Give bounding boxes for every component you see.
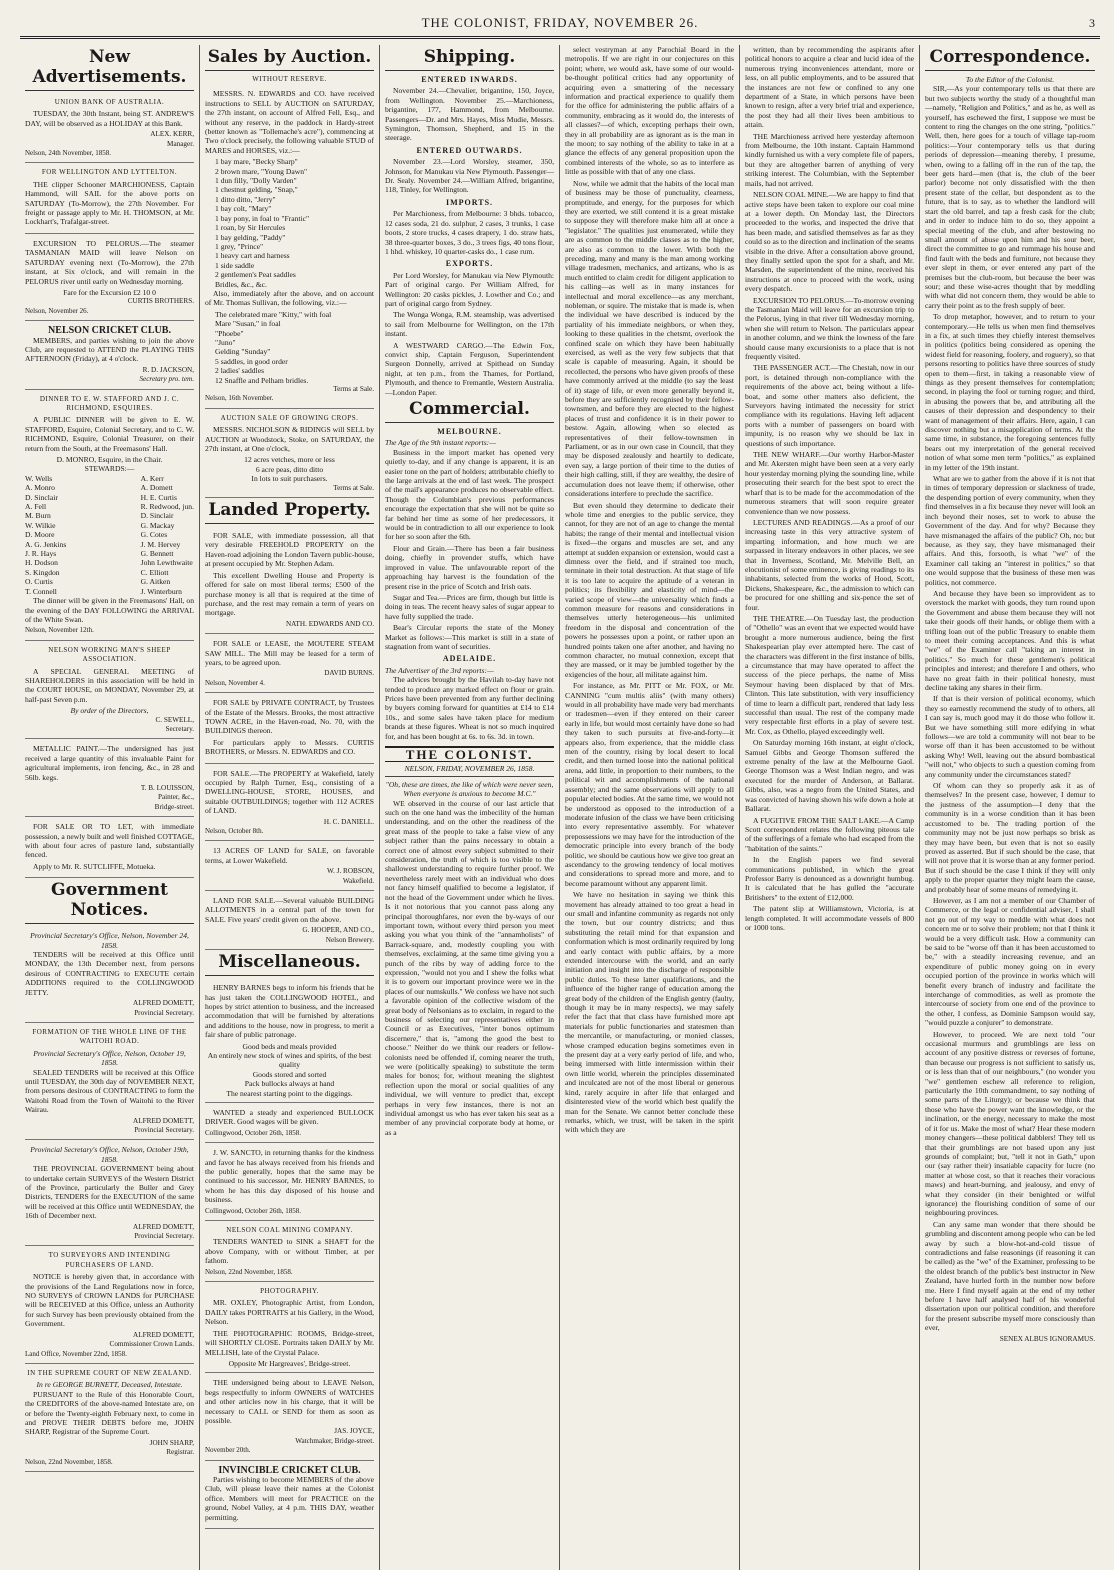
ad-joyce: [205, 1375, 374, 1460]
list-item: The celebrated mare "Kitty," with foal: [215, 309, 332, 319]
letter-text: To drop metaphor, however, and to return to your contemporary.—He tells us when men find themselves in a fix, at such times they chiefly interest themselves in politics (politics being considered as opening the widest field for reasoning, foolery, and roguery), so that persons resorting to politics have three sources of study open to them—first, in taking a reasonable view of things as they present themselves for contemplation; second, in playing the fool or turning rogue; and third, in abusing the powers that be, and attributing all the causes of their depression and despondency to their want of management of their affairs. Here, again, I can discover nothing but a misapplication of terms. At the same time, in substance, the foregoing sentences fully bears out my interpretation of the general received notion of what some men term "politics," as explained in my letter of the 19th instant.: [925, 312, 1095, 472]
subhead: IMPORTS.: [445, 197, 494, 207]
list-item: Bridles, &c., &c.: [215, 279, 267, 289]
ad-title: WITHOUT RESERVE.: [252, 75, 327, 83]
ad-invincible: [205, 1463, 374, 1529]
ad-growing-crops: [205, 411, 374, 498]
column-6: [920, 45, 1100, 1570]
ad-date: Nelson, November 12th.: [25, 626, 94, 635]
ad-text: THE PHOTOGRAPHIC ROOMS, Bridge-street, will SHORTLY CLOSE. Portraits taken DAILY by Mr. MELLISH, late of the Crystal Palace.: [205, 1328, 374, 1357]
list-item: 1 dun filly, "Dolly Varden": [215, 176, 297, 186]
list-item: 1 bay gelding, "Paddy": [215, 232, 286, 242]
steward: A. Domett: [140, 483, 173, 493]
ad-text: THE undersigned being about to LEAVE Nelson, begs respectfully to inform OWNERS of WATCHES and other articles now in his charge, that it will be necessary to CALL or SEND for them as soon as possible.: [205, 1378, 374, 1425]
article-text: Business in the import market has opened very quietly to-day, and if any change is apparent, it is an easier tone on the part of holders; attributable chiefly to the large arrivals at the end of last week. The prospect of the mail's appearance produces no observable effect. Though the Columbian's previous performances encourage the expectation that she will not be quite so far behind her time as some of her predecessors, it would be in contradiction to all our experience to look for her so soon after the 6th.: [385, 447, 554, 542]
editorial-text: Now, while we admit that the habits of the local man of business may be those of punctuality, clearness, promptitude, and energy, for the purposes for which they are exerted, we still contend it is a great mistake to suppose they will therefore make him all at once a "legislator." The qualities just enumerated, while they are as common to the middle classes as to the higher, are also as common to the lower. With both the preceding, many and many is the man among working village tradesmen, mechanics, and artizans, who is as much entitled to claim credit for diligent application to his calling—as well as in many instances for intellectual and moral excellence—as any merchant, nobleman, or squire. The mistake that is made is, when the individual we have described is induced by the partiality of his immediate neighbors, or when they, looking to these qualities in the chetsmt, overlook the confined scale on which they have been habitually exercised, as well as the very few subjects that that scale is capable of measuring. Again, it should be recollected, the persons who have given proofs of these have commonly arrived at the middle (to say the least of it) stage of life, or even more generally beyond it, before they are sufficiently recognised by their fellow-townsmen, and before they are elected to the highest places of trust and confidence it is in their power to bestow. Again, allowing when so elected as representatives of their fellow-townsmen in Parliament, or as in our own case in Council, that they may be disposed zealously and heartily to dedicate, even say, a large portion of their time to the duties of their high calling, still, if they are wealthy, the desire of accumulation does not leave them; if otherwise, other considerations interfere to preclude the sacrifice.: [565, 178, 734, 499]
ad-role: Commissioner Crown Lands.: [109, 1340, 194, 1349]
ad-date: Nelson, October 8th.: [205, 827, 264, 836]
ad-text: FOR SALE, with immediate possession, all that very desirable FREEHOLD PROPERTY on the Haven-road adjoining the London Tavern public-house, at present occupied by Mr. Stephen Adam.: [205, 531, 374, 569]
list-item: "Phoebe": [215, 328, 244, 338]
editorial-text: select vestryman at any Parochial Board in the metropolis. If we are right in our conjectures on this point; where, we would ask, have some of our would-be-thought political critics had any opportunity of acquiring even a smattering of the necessary information and practical experience to qualify them for the office for administering the public affairs of a community, embracing as it would do, the interests of all classes?—of which, excepting perhaps their own, they in all probability are as ignorant as is the man in the moon; to say nothing of the ability to take in at a glance the effects of any general proposition upon the combined interests of the whole, so as to interfere as little as possible with that of any one class.: [565, 45, 734, 177]
ad-terms: Terms at Sale.: [333, 483, 374, 492]
ad-fare: Fare for the Excursion £2 10 0: [63, 287, 156, 297]
list-item: An entirely new stock of wines and spirits, of the best quality: [207, 1050, 372, 1070]
news-item: THE Marchioness arrived here yesterday afternoon from Melbourne, the 10th instant. Captain Hammond kindly furnished us with a very complete file of papers, but they are altogether barren of anything of very striking interest. The Columbian, with the September mails, had not arrived.: [745, 131, 914, 188]
stewards-label: STEWARDS:—: [84, 464, 135, 474]
ad-text: Parties wishing to become MEMBERS of the above Club, will please leave their names at the Colonist office. Members will meet for PRACTICE on the ground, Nobel Valley, at 4 p.m. THIS DAY, weather permitting.: [205, 1474, 374, 1522]
steward: M. Burn: [25, 511, 51, 521]
ad-text: 13 ACRES OF LAND for SALE, on favorable terms, at Lower Wakefield.: [205, 846, 374, 865]
ad-role: Provincial Secretary.: [134, 1232, 194, 1241]
ad-title: DINNER TO E. W. STAFFORD AND J. C. RICHMOND, ESQUIRES.: [39, 394, 180, 412]
list-item: 1 bay mare, "Becky Sharp": [215, 157, 298, 167]
editorial-text: For instance, as Mr. PITT or Mr. FOX, or Mr. CANNING "cum multis aliis" (with many others) would in all probability have made very bad merchants or tradesmen—even if they entered on their career early in life, but would most certainly have done so had they taken to such pursuits at five-and-forty—it appears also, from experience, that the middle class men of the country, rising by local desert to local credit, and then turned loose into the national political arena, add little, in proportion to their numbers, to the political wit and accomplishments of the national assembly; and the same observations will apply to all popular elected bodies. At the same time, we would not be understood as opposed to the introduction of a moderate infusion of the class we have been criticising into every representative assembly. For whatever prepossessions we may have for the introduction of the democratic principle into every branch of the body politic, we should be cautious how we give too great an ascendancy to the growing tendency of local motives and considerations to spread more and more, and to become paramount without any apparent limit.: [565, 681, 734, 888]
ad-dinner: [25, 392, 194, 641]
ad-terms: Terms at Sale.: [333, 385, 374, 393]
ad-estate: In re GEORGE BURNETT, Deceased, Intestate.: [36, 1380, 183, 1390]
ad-note: The dinner will be given in the Freemasons' Hall, on the evening of the DAY FOLLOWING the ARRIVAL of the White Swan.: [25, 596, 194, 624]
gov-waitohi: [25, 1025, 194, 1140]
steward: C. Elliott: [140, 567, 169, 577]
ad-text: J. W. SANCTO, in returning thanks for the kindness and favor he has always received from his friends and the public generally, hopes that the same may be continued to his successor, Mr. HENRY BARNES, to whom he has this day disposed of his house and business.: [205, 1148, 374, 1205]
ad-signer: T. B. LOUISSON,: [140, 784, 194, 792]
masthead: [20, 10, 1100, 39]
list-item: 1 roan, by Sir Hercules: [215, 223, 286, 233]
column-4: [560, 45, 740, 1570]
column-2: [200, 45, 380, 1570]
ad-title: FOR WELLINGTON AND LYTTELTON.: [41, 168, 178, 177]
ad-text: MR. OXLEY, Photographic Artist, from London, DAILY takes PORTRAITS at his Gallery, in the Wood, Nelson.: [205, 1298, 374, 1327]
ad-title: IN THE SUPREME COURT OF NEW ZEALAND.: [27, 1368, 192, 1377]
article-text: November 24.—Chevalier, brigantine, 150, Joyce, from Wellington. November 25.—Marchioness, brigantine, 177, Hammond, from Melbourne. Passengers—Dr. and Mrs. Hayes, Miss Mudie, Messrs. Symington, Thomson, Shepherd, and 15 in the steerage.: [385, 86, 554, 143]
ad-text: FOR SALE OR TO LET, with immediate possession, a newly built and well finished COTTAGE, with about four acres of pasture land, substantially fenced.: [25, 822, 194, 860]
ad-wakefield: [205, 766, 374, 842]
ad-moutere: [205, 636, 374, 693]
subhead: ENTERED OUTWARDS.: [416, 145, 523, 155]
news-item: The patent slip at Williamstown, Victoria, is at length completed. It will accommodate vessels of 800 or 1000 tons.: [745, 904, 914, 932]
news-item: EXCURSION TO PELORUS.—To-morrow evening the Tasmanian Maid will leave for an excursion trip to the Pelorus, lying in that river till Wednesday morning, when she will return to Nelson. The particulars appear in another column, and we think the lowness of the fare should cause many excursionists to a place that is not frequently visited.: [745, 295, 914, 361]
ad-order: By order of the Directors,: [70, 706, 149, 716]
ad-place: Wakefield.: [342, 876, 374, 885]
article-text: A WESTWARD CARGO.—The Edwin Fox, convict ship, Captain Ferguson, Superintendent Surgeon Donnelly, arrived at Spithead on Sunday night, at ten p.m., from the Thames, for Portland, Plymouth, and thence to Fremantle, Western Australia.—London Paper.: [385, 340, 554, 397]
section-header-shipping: Shipping.: [385, 47, 554, 71]
news-item: THE THEATRE.—On Tuesday last, the production of "Othello" was an event that we expected would have brought a more numerous audience, being the first Shakespearian play ever attempted here. The cast of the characters was different in the first instance of bills, a circumstance that may have operated to affect the success of the piece perhaps, the name of Miss Seymour having been displaced by that of Mrs. Clinton. This late substitution, with very insufficiency of time to learn a difficult part, rendered that lady less successful than usual. The rest of the company made very respectable first efforts in a play of severe test. Mr. Cox, as Othello, played exceedingly well.: [745, 613, 914, 736]
ad-signer: W. J. ROBSON,: [326, 867, 374, 876]
ad-sancto: [205, 1145, 374, 1221]
ad-signer: For particulars apply to Messrs. CURTIS BROTHERS, or Messrs. N. EDWARDS and CO.: [205, 737, 374, 757]
letter-text: SIR,—As your contemporary tells us that there are but two subjects worthy the study of a thoughtful man—namely, "Religion and Politics," and as he, as well as yourself, has eschewed the first, I suppose we must be content to ring the changes on the one string, "politics." Well, then, here goes for a touch of village tap-room politics:—Your contemporary tells us that during periods of depression—meaning thereby, I presume, when, owing to a falling off in the run of the tap, the beer gets hard—men (that is, the club of the beer parlor) become not only dissatisfied with the then present state of the cellar, but despondent as to the future, that is to say, as to whether the landlord will start the old barrel, and tap a fresh cask for the club; and in order to induce him to do so, they appoint a special meeting of the club, and after bestowing no small amount of abuse upon him and his sour beer, direct the committee to go and rummage his house and find fault with the beds and furniture, not because they ever slept in them, or ever entered any part of the premises but the club-room, but because the beer was sour; and these wise-acres thought that by meddling with what did not concern them, they would be able to carry their point as to the fresh supply of beer.: [925, 84, 1095, 310]
letter-text: However, to proceed. We are next told "our occasional murmurs and grumblings are less on account of any positive distress or reverses of fortune, than because our progress is not sufficient to satisfy us, or is less than that of our neighbours," (no wonder you "we" gentlemen eschew all reference to religion, particularly the 10th commandment, to say nothing of some parts of the Liturgy); or because we think that those who have the power want the knowledge, or the inclination, or the energy, necessary to make the most of it for us. Make the most of what? Hear these modern money changers—these political dabblers! They tell us that their grumblings are not based upon any just grounds of complaint; but, "tell it not in Gath," upon our (say rather their) insatiable capacity for lucre (no matter at whose cost, so that it reaches their voracious maws) and heart-burning, and jealousy, and envy of what they consider (in their benighted or wilful ignorance) the flourishing condition of some of our neighbouring provinces.: [925, 1029, 1095, 1218]
list-item: Pack bullocks always at hand: [244, 1079, 335, 1089]
ad-text: METALLIC PAINT.—The undersigned has just received a large quantity of this invaluable Paint for agricultural implements, iron fencing, &c., in 28 and 56lb. kegs.: [25, 744, 194, 782]
ad-role: Provincial Secretary.: [134, 1125, 194, 1134]
ad-signer: JOHN SHARP,: [149, 1438, 194, 1447]
ad-office: Provincial Secretary's Office, Nelson, October 19th, 1858.: [30, 1145, 189, 1164]
list-item: 2 gentlemen's Peat saddles: [215, 270, 296, 280]
ad-text: TENDERS will be received at this Office until MONDAY, the 13th December next, from persons desirous of CONTRACTING to EXECUTE certain ADDITIONS required to the COLLINGWOOD JETTY.: [25, 950, 194, 997]
ad-office: Provincial Secretary's Office, Nelson, November 24, 1858.: [30, 931, 189, 950]
ad-date: Land Office, November 22nd, 1858.: [25, 1349, 127, 1358]
ad-title: NELSON WORKING MAN'S SHEEP ASSOCIATION.: [48, 645, 171, 664]
editorial-dateline: NELSON, FRIDAY, NOVEMBER 26, 1858.: [385, 764, 554, 776]
masthead-title: THE COLONIST, FRIDAY, NOVEMBER 26.: [421, 15, 699, 30]
ad-text: TENDERS WANTED to SINK a SHAFT for the above Company, with or without Timber, at per fathom.: [205, 1237, 374, 1266]
ad-signer: ALFRED DOMETT,: [133, 1222, 194, 1231]
ad-date: Nelson, 22nd November, 1858.: [25, 1457, 113, 1466]
letter-text: What are we to gather from the above if it is not that in times of temporary depression or slackness of trade, the despending portion of every community, when they find themselves in a fix because they never will look an inch beyond their noses, set to work to abuse the Government of the day. And for why? Because they have mismanaged the affairs of the public? Oh, no; but because, as they say, they have mismanaged their affairs. And this, forsooth, is what "we" of the Examiner call taking an "interest in politics," so that one would suppose that the business of these men was politics, not commerce.: [925, 474, 1095, 587]
section-header-government: Government Notices.: [25, 880, 194, 924]
list-item: "Juno": [215, 337, 236, 347]
ad-title: NELSON CRICKET CLUB.: [48, 325, 171, 337]
stewards-right: [141, 474, 194, 596]
steward: H. E. Curtis: [140, 492, 177, 502]
list-item: 1 bay colt, "Mary": [215, 204, 272, 214]
ad-signer: ALEX. KERR,: [150, 130, 194, 139]
ad-pelorus: [25, 236, 194, 321]
ad-text: FOR SALE or LEASE, the MOUTERE STEAM SAW MILL. The Mill may be leased for a term of years, to be agreed upon.: [205, 639, 374, 667]
column-1: [20, 45, 200, 1570]
ad-text: This excellent Dwelling House and Property is offered for sale on most liberal terms; £500 of the purchase money is all that is required at the time of purchase, and the rest may remain a term of years on mortgage.: [205, 570, 374, 618]
list-item: 1 ditto ditto, "Jerry": [215, 194, 276, 204]
ad-text: A SPECIAL GENERAL MEETING of SHAREHOLDERS in this association will be held in the COURT HOUSE, on MONDAY, November 29, at half-past Seven p.m.: [25, 666, 194, 704]
stewards-left: [25, 474, 66, 596]
ad-freehold: [205, 528, 374, 634]
article-text: Per Marchioness, from Melbourne: 3 bhds. tobacco, 12 cases soda, 21 do. sulphur, 2 cases, 3 trunks, 1 case boots, 2 store trucks, 4 cases drapery, 1 do. straw hats, 38 three-quarter boxes, 3 do., 3 trees figs, 40 tons flour, 1 hhd. whiskey, 10 quarter-casks do., 1 case rum.: [385, 209, 554, 256]
ad-text: Also, immediately after the above, and on account of Mr. Thomas Sullivan, the following, viz.:—: [205, 288, 374, 308]
ad-title: NELSON COAL MINING COMPANY.: [226, 1226, 353, 1235]
steward: O. Curtis: [25, 577, 53, 587]
ad-marchioness: [25, 165, 194, 233]
news-item: THE NEW WHARF.—Our worthy Harbor-Master and Mr. Akersten might have been seen at a very early hour yesterday morning plying the sounding line, while prosecuting their search for the best spot to erect the wharf that is to be made for the accommodation of the numerous steamers that will soon require greater convenience than we now possess.: [745, 450, 914, 516]
ad-photography: [205, 1284, 374, 1373]
item-list: [205, 310, 374, 385]
ad-date: Nelson, November 4.: [205, 678, 265, 687]
ad-13-acres: [205, 843, 374, 891]
ad-text: THE clipper Schooner MARCHIONESS, Captain Hammond, will SAIL for the above ports on SATURDAY (To-Morrow), the 27th November. For freight or passage apply to Mr. H. THOMSON, at Mr. Lockhart's, Trafalgar-street.: [25, 179, 194, 227]
steward: G. Bennett: [140, 549, 174, 559]
ad-text: NOTICE is hereby given that, in accordance with the provisions of the Land Regulations now in force, NO SURVEYS of CROWN LANDS for PURCHASE will be RECEIVED at this Office, unless an Authority for such Survey has been previously obtained from the Government.: [25, 1272, 194, 1329]
ad-place: Opposite Mr Hargreaves', Bridge-street.: [228, 1358, 351, 1368]
list-item: 6 acre peas, ditto ditto: [255, 464, 324, 474]
ad-signer: NATH. EDWARDS AND CO.: [285, 619, 374, 628]
article-text: Per Lord Worsley, for Manukau via New Plymouth: Part of original cargo. Per William Alfred, for Wellington: 20 casks pickles, J. Lowther and Co.; and part of original cargo from Sydney.: [385, 270, 554, 308]
ad-date: Nelson, 24th November, 1858.: [25, 149, 112, 158]
ad-text: FOR SALE.—The PROPERTY at Wakefield, lately occupied by Ralph Turner, Esq., consisting of a DWELLING-HOUSE, STORE, HOUSES, and suitable OUTBUILDINGS; together with 112 ACRES of LAND.: [205, 768, 374, 816]
gov-supreme-court: [25, 1366, 194, 1472]
steward: A. Monro: [25, 483, 55, 493]
section-header-misc: Miscellaneous.: [205, 952, 374, 976]
ad-land-for-sale: [205, 893, 374, 950]
list-item: Good beds and meals provided: [242, 1041, 337, 1051]
ad-role: Painter, &c.,: [157, 793, 194, 802]
news-item: In the English papers we find several communications published, in which the great Professor Barry is denounced as a downright humbug. It is calculated that he has gulled the "accurate Britishers" to the extent of £12,000.: [745, 855, 914, 902]
news-item: On Saturday morning 16th instant, at eight o'clock, Samuel Gibbs and George Thomson suffered the extreme penalty of the law at the Melbourne Gaol. George Thomson was a West Indian negro, and was executed for the murder of Anderson, at Ballarat. Gibbs, also, was a negro from the United States, and was convicted of having shown his wife down a hole at Ballarat.: [745, 738, 914, 814]
ad-signer: H. C. DANIELL.: [323, 817, 374, 826]
ad-role: Secretary.: [165, 724, 194, 733]
steward: T. Connell: [25, 586, 57, 596]
ad-coal-company: [205, 1223, 374, 1282]
item-list: [205, 157, 374, 289]
ad-title: FORMATION OF THE WHOLE LINE OF THE WAITOHI ROAD.: [32, 1027, 187, 1046]
ad-title: UNION BANK OF AUSTRALIA.: [54, 98, 165, 106]
section-header-auction: Sales by Auction.: [205, 47, 374, 71]
ad-signer: C. SEWELL,: [155, 715, 194, 724]
steward: H. Dodson: [25, 558, 58, 568]
ad-signer: R. D. JACKSON,: [142, 365, 194, 374]
list-item: 1 grey, "Prince": [215, 241, 264, 251]
list-item: Goods stored and sorted: [252, 1069, 327, 1079]
ad-date: Collingwood, October 26th, 1858.: [205, 1206, 302, 1215]
ad-text: PURSUANT to the Rule of this Honorable Court, the CREDITORS of the above-named Intestate are, on or before the Twenty-eighth February next, to come in and PROVE THEIR DEBTS before me, JOHN SHARP, Registrar of the Supreme Court.: [25, 1389, 194, 1437]
section-header-correspondence: Correspondence.: [925, 47, 1095, 71]
editorial-title: THE COLONIST.: [385, 746, 554, 762]
column-5: [740, 45, 920, 1570]
ad-date: Nelson, 16th November.: [205, 394, 274, 403]
section-header-landed: Landed Property.: [205, 500, 374, 524]
news-item: THE PASSENGER ACT.—The Chestah, now in our port, is detained through non-compliance with the requirements of the above act, being without a life-boat, and some other matters also deficient, the Surveyors having intimated the necessity for strict compliance with its regulations. Having left adjacent ports with a number of passengers on board with impunity, is no reason why we should be lax in questions of such importance.: [745, 363, 914, 448]
list-item: 12 acres vetches, more or less: [244, 455, 335, 465]
section-header-commercial: Commercial.: [385, 399, 554, 423]
steward: A. Kerr: [140, 473, 164, 483]
ad-text: EXCURSION TO PELORUS.—The steamer TASMANIAN MAID will leave Nelson on SATURDAY evening next (To-Morrow), the 27th instant, at Six o'clock, and will remain in the PELORUS river until early on Wednesday morning.: [25, 238, 194, 286]
ad-signer: CURTIS BROTHERS.: [127, 297, 194, 306]
ad-signer: JAS. JOYCE,: [334, 1427, 374, 1436]
ad-signer: ALFRED DOMETT,: [133, 1330, 194, 1339]
gov-land-notice: [25, 1248, 194, 1363]
subhead: EXPORTS.: [445, 259, 494, 269]
list-item: The nearest starting point to the diggings.: [226, 1088, 353, 1098]
ad-date: November 20th.: [205, 1446, 251, 1455]
ad-private-contract: [205, 695, 374, 763]
letter-text: Of whom can they so properly ask it as of themselves? In the present case, however, I demur to the justness of the assumption—I deny that the community is in a worse condition than it has been accustomed to be. The trading portion of the community may not be just now perhaps so brisk as they may have been, but even that is not so easily proved as asserted. But if such should be the case, that will not prove that it is worse than at any former period. But if such should be the case I think if they will only apply to the proper quarter they might learn the cause, and probably hear of some means of remedying it.: [925, 781, 1095, 894]
steward: D. Sinclair: [140, 511, 174, 521]
subhead: ENTERED INWARDS.: [421, 75, 518, 84]
ad-cottage: [25, 819, 194, 878]
ad-title: TO SURVEYORS AND INTENDING PURCHASERS OF LAND.: [48, 1251, 171, 1269]
ad-text: A PUBLIC DINNER will be given to E. W. STAFFORD, Esquire, Colonial Secretary, and to C. W. RICHMOND, Esquire, Colonial Treasurer, on their return from the South, at the Freemasons' Hall.: [25, 415, 194, 453]
letter-text: However, as I am not a member of our Chamber of Commerce, or the legal or confidential adviser, I shall not go out of my way to meddle with what does not concern me or to solve their problem; not that I think it would be a very difficult task. How a community can be said to be "worse off than it has been accustomed to be," with a steadily increasing revenue, and an expenditure of public money going on in every occupied portion of the province in works which will benefit every branch of industry and facilitate the interchange of commodities, as well as promote the intercourse of society from one end of the province to the other, I confess, as Dominie Sampson would say, "would puzzle a conjurer" to demonstrate.: [925, 895, 1095, 1028]
article-text: Flour and Grain.—There has been a fair business doing, chiefly in provender stuffs, which have improved in value. The unfavourable report of the approaching hay harvest is the foundation of the present rise in the price of Scotch and Irish oats.: [385, 543, 554, 591]
steward: John Lewthwaite: [140, 558, 193, 568]
list-item: 1 chestnut gelding, "Snap,": [215, 185, 298, 195]
ad-title: INVINCIBLE CRICKET CLUB.: [218, 1464, 361, 1476]
subhead-note: The Age of the 9th instant reports:—: [385, 438, 496, 448]
steward: S. Kingdon: [25, 567, 60, 577]
steward: R. Redwood, jun.: [140, 502, 194, 512]
ad-paint: [25, 741, 194, 817]
editorial-text: But even should they determine to dedicate their whole time and energies to the public service, they cannot, for they are not of an age to change the mental habits; the range of their mental and intellectual vision is fixed—the organs and muscles are set, and any attempt at sudden expansion or extension, would cast a dimness over the field, and if strained too much, terminate in their total destruction. At that stage of life it is too late to acquire the aptitude of a veteran in politics; its flexibility and elasticity of mind—the varied scope of view—the universality which finds a common measure for reasons and considerations in themselves utterly heterogeneous—his unlimited freedom in the disposal and concentration of the powers he possesses upon a point, or rather upon an hundred points taken one after another, and having no common character, no mutual connexion, except that they are massed, or it may be jumbled together by the exigencies of the hour, all militate against him.: [565, 500, 734, 679]
ad-text: LAND FOR SALE.—Several valuable BUILDING ALLOTMENTS in a central part of the town for SALE. Five years' credit given on the above.: [205, 896, 374, 924]
list-item: 5 saddles, in good order: [215, 356, 288, 366]
steward: A. Fell: [25, 502, 47, 512]
ad-signer: DAVID BURNS.: [324, 669, 374, 678]
ad-signer: ALFRED DOMETT,: [133, 1116, 194, 1125]
ad-edwards-auction: [205, 86, 374, 408]
ad-title: AUCTION SALE OF GROWING CROPS.: [220, 413, 359, 422]
news-item: NELSON COAL MINE.—We are happy to find that active steps have been taken to explore our coal mine at a lower depth. On Monday last, the Directors proceeded to the works, and inspected the drive that has been made, and satisfied themselves as far as they could so as to the direction and inclination of the seams visible in the drive. After a consultation above ground, they finally settled upon the spot for a shaft, and Mr. Marsden, the superintendent of the mine, received his instructions at once to proceed with the work, using every despatch.: [745, 190, 914, 294]
ad-text: FOR SALE by PRIVATE CONTRACT, by Trustees of the Estate of the Messrs. Brooks, the most attractive TOWN ACRE, in the Haven-road, No. 70, with the BUILDINGS thereon.: [205, 698, 374, 736]
steward: D. Moore: [25, 530, 55, 540]
ad-signer: ALFRED DOMETT,: [133, 999, 194, 1008]
list-item: 1 heavy cart and harness: [215, 251, 290, 261]
gov-tenders: [25, 928, 194, 1023]
list-item: 12 Snaffle and Pelham bridles.: [215, 375, 309, 385]
steward: J. Winterburn: [140, 586, 182, 596]
ad-sheep: [25, 643, 194, 740]
ad-role: Provincial Secretary.: [134, 1008, 194, 1017]
list-item: 1 side saddle: [215, 260, 255, 270]
steward: J. M. Hervey: [140, 539, 181, 549]
ad-date: Collingwood, October 26th, 1858.: [205, 1128, 302, 1137]
column-3: [380, 45, 560, 1570]
list-item: 2 brown mare, "Young Dawn": [215, 166, 308, 176]
ad-text: TUESDAY, the 30th Instant, being ST. ANDREW'S DAY, will be observed as a HOLIDAY at this Bank.: [25, 109, 194, 128]
ad-cricket: [25, 323, 194, 389]
editorial-text: written, than by recommending the aspirants after political honors to acquire a clear and lucid idea of the numerous trying inconveniences attendant, more or less, on all public employments, and to be assured that the instances are not few or confined to any one department of a State, in which persons have been known to resign, after a very brief trial and experience, the post they had all their lives been ambitious to attain.: [745, 45, 914, 130]
ad-role: Registrar.: [166, 1448, 194, 1457]
letter-signature: SENEX ALBUS IGNORAMUS.: [999, 1334, 1095, 1343]
ad-text: HENRY BARNES begs to inform his friends that he has just taken the COLLINGWOOD HOTEL, and hopes by strict attention to business, and the increased accommodation that will be furnished by alterations and additions to the house, now in progress, to merit a fair share of public patronage.: [205, 983, 374, 1040]
ad-place: Nelson Brewery.: [325, 935, 374, 944]
article-text: The Wonga Wonga, R.M. steamship, was advertised to sail from Melbourne for Wellington, on the 17th instant.: [385, 310, 554, 339]
letter-text: And because they have been so improvident as to overstock the market with goods, they turn round upon the Government and abuse them because they will not take their goods off their hands, or oblige them with a trifling loan out of the public Treasury to enable them to meet their coming acceptances. And this is what "we" of the Examiner call "taking an interest in politics." So much for these gentlemen's political principles and interest; and therefore I and others, who have no great faith in their political honesty, must decline taking any shares in their firm.: [925, 588, 1095, 692]
editorial-epigraph: "Oh, these are times, the like of which were never seen, When everyone is anxious to become M.C.": [385, 779, 554, 799]
ad-text: MESSRS. NICHOLSON & RIDINGS will SELL by AUCTION at Woodstock, Stoke, on SATURDAY, the 27th instant, at One o'clock,: [205, 425, 374, 454]
steward: D. Sinclair: [25, 492, 58, 502]
article-text: The advices brought by the Havilah to-day have not tended to produce any marked effect on flour or grain. Prices have been prevented from any further declining by buyers coming forward for quantities at £14 to £14 10s., and some sales have taken place for medium brands at these figures. Wheat is not so much inquired for, and has been bought at 6s. to 6s. 3d. in town.: [385, 675, 554, 741]
editorial-text: WE observed in the course of our last article that such on the one hand was the imbecility of the human understanding, and on the other the readiness of the great mass of the people to take a false view of any subject rather than the pains necessary to obtain a correct one of almost every subject submitted to their consideration, the truth of which is too visible to the shallowest understanding to require further proof. We nevertheless rarely meet with an individual who does not fancy himself qualified to become a legislator, if not the head of the Government under which he lives. Is it not notorious that you cannot pass along any principal thoroughfares, nor even the by-ways of our important town, without every third person you meet asking you what you think of the "annamholists" of Barrack-square, and, modestly coupling you with themselves, exclaiming, at the same time giving you a punch of the ribs by way of adding force to the expression, "would not you and I shew the folks what it is to govern our important province were we in the places of our numskulls." We confess we have not such a favorable opinion of the collective wisdom of the great body of Nelsonians as to exclaim, in regard to the business of selecting our representatives either in Council or as Executives, "inter bonos optimum discernere," that is, "among the good the best to choose." Neither do we think our readers or fellow-colonists need be offended if, coming nearer the truth, we were (politically speaking) to substitute the term males for bonos; for, without meaning the slightest reflection upon the moral or social qualities of any individual, we will venture to predict that, except perhaps in very few instances, there is not an individual amongst us who has ever taken his seat as a member of any provincial corporate body at home, or as a: [385, 798, 554, 1137]
list-item: 2 ladies' saddles: [215, 366, 265, 376]
section-header-new-ads: New Advertisements.: [25, 47, 194, 91]
ad-bullock-driver: [205, 1105, 374, 1143]
list-item: In lots to suit purchasers.: [251, 474, 328, 484]
ad-role: Secretary pro. tem.: [139, 375, 194, 384]
ad-text: MEMBERS, and parties wishing to join the above Club, are requested to ATTEND the PLAYING THIS AFTERNOON (Friday), at 4 o'clock.: [25, 335, 194, 364]
ad-title: PHOTOGRAPHY.: [260, 1287, 319, 1296]
steward: W. Wells: [25, 473, 53, 483]
ad-text: WANTED a steady and experienced BULLOCK DRIVER. Good wages will be given.: [205, 1107, 374, 1127]
article-text: Sugar and Tea.—Prices are firm, though but little is doing in teas. The recent heavy sales of sugar appear to have fully supplied the trade.: [385, 592, 554, 621]
steward: W. Wilkie: [25, 520, 56, 530]
ad-signer: G. HOOPER, AND CO.,: [302, 926, 374, 935]
ad-text: SEALED TENDERS will be received at this Office until TUESDAY, the 30th day of NOVEMBER NEXT, from persons desirous of CONTRACTING to form the Waitohi Road from the Town of Waitohi to the River Wairau.: [25, 1067, 194, 1115]
ad-office: Provincial Secretary's Office, Nelson, October 19, 1858.: [33, 1048, 186, 1068]
list-item: Gelding "Sunday": [215, 347, 271, 357]
subhead: ADELAIDE.: [442, 654, 497, 664]
news-item: LECTURES AND READINGS.—As a proof of our increasing taste in this very attractive system of imparting information, and how much we are surpassed in literary endeavors in other places, we see that in Inverness, Scotland, Mr. Melville Bell, an elocutionist of some eminence, is giving readings to its inhabitants, selected from the works of Hood, Scott, Dickens, Shakespeare, &c., the admission to which can be procured for one shilling and six-pence the set of four.: [745, 517, 914, 612]
steward: G. Cotes: [140, 530, 168, 540]
ad-date: Nelson, 22nd November, 1858.: [205, 1267, 293, 1276]
article-text: Bear's Circular reports the state of the Money Market as follows:—This market is still in a state of stagnation from want of securities.: [385, 623, 554, 651]
ad-role: Manager.: [167, 139, 194, 148]
ad-date: Nelson, November 26.: [25, 306, 89, 315]
letter-text: If that is their version of political economy, which they so earnestly recommend the study of to others, all I can say is, much good may it do those who follow it. But we have something still more edifying in what follows—we are told a community will not bear to be worse off than it has been accustomed to be without asking Why! Well, leaving out the absurd bombastical "will not," who objects to such a question coming from any community under the circumstances stated?: [925, 694, 1095, 779]
ad-union-bank: [25, 95, 194, 163]
list-item: 1 bay pony, in foal to "Frantic": [215, 213, 310, 223]
letter-text: Can any same man wonder that there should be grumbling and discontent among people who can be led away by such a blow-hot-and-cold tissue of contradictions and false reasonings (if reasoning it can be called) as the "we" of the Examiner, professing to be the oldest branch of the public's best instructor in New Zealand, have hurled forth in the number now before me. Here I find myself again at the end of my tether before I have half analysed half of his wonderful dissertation upon our political condition, and therefore for the present subscribe myself more consciously than ever,: [925, 1219, 1095, 1333]
steward: G. Mackay: [140, 520, 175, 530]
steward: J. R. Hays: [25, 549, 57, 559]
ad-text: MESSRS. N. EDWARDS and CO. have received instructions to SELL by AUCTION on SATURDAY, the 27th instant, on account of Alfred Fell, Esq., and without any reserve, in the paddock in Hardy-street (better known as "Tollemache's acre"), commencing at Two o'clock precisely, the following valuable STUD of MARES and HORSES, viz.:—: [205, 89, 374, 155]
steward: G. Aitken: [140, 577, 171, 587]
ad-role: Watchmaker, Bridge-street.: [295, 1436, 374, 1445]
subhead: MELBOURNE.: [437, 427, 502, 436]
letter-salutation: To the Editor of the Colonist.: [965, 75, 1055, 84]
steward: A. G. Jenkins: [25, 539, 67, 549]
ad-chair: D. MONRO, Esquire, in the Chair.: [56, 455, 163, 464]
page-number: 3: [1089, 16, 1096, 30]
news-item: A FUGITIVE FROM THE SALT LAKE.—A Camp Scott correspondent relates the following piteous tale of the sufferings of a female who had escaped from the "habitation of the saints.": [745, 815, 914, 853]
ad-place: Bridge-street.: [154, 802, 194, 811]
ad-signer: Apply to Mr. R. SUTCLIFFE, Motueka.: [33, 861, 156, 871]
article-text: November 23.—Lord Worsley, steamer, 350, Johnson, for Manukau via New Plymouth. Passenger—Dr. Sealy. November 24.—William Alfred, brigantine, 118, Tinley, for Wellington.: [385, 157, 554, 195]
ad-text: THE PROVINCIAL GOVERNMENT being about to undertake certain SURVEYS of the Western District of the Province, particularly the Buller and Grey Districts, TENDERS for the EXECUTION of the same will be received at this Office until WEDNESDAY, the 16th of December next.: [25, 1164, 194, 1221]
subhead-note: The Advertiser of the 3rd reports:—: [385, 665, 494, 675]
list-item: Mare "Susan," in foal: [215, 319, 281, 329]
editorial-text: We have no hesitation in saying we think this movement has already attained to too great a head in our small and infantine community as regards not only the town, but our country districts; and thus substituting the retail mind for that expansion and conformation which is most ordinarily required by long and early contact with public affairs, by a more extended intercourse with the world, and an early initiation and insight into the discharge of responsible public duties. To these latter qualifications, and the influence of the higher range of education among the great body of the children of the English gentry (faulty, though it may be in many respects), we may safely refer the fact that that class have furnished more apt materials for public functionaries and statesmen than the mercantile, or manufacturing, or monied classes, whose cramped education begins sometimes even in the present day at a very early period of life, and who, being immersed with little intermission within their own little world, wherein the principles disseminated and inculcated are not of the most liberal or generous kind, rarely acquire in after life that enlarged and disinterested view of the world which best qualify the man for the Senate. We cannot better conclude these remarks, which, we trust, will be taken in the spirit with which they are: [565, 890, 734, 1135]
ad-barnes: [205, 980, 374, 1103]
gov-surveys: [25, 1142, 194, 1246]
